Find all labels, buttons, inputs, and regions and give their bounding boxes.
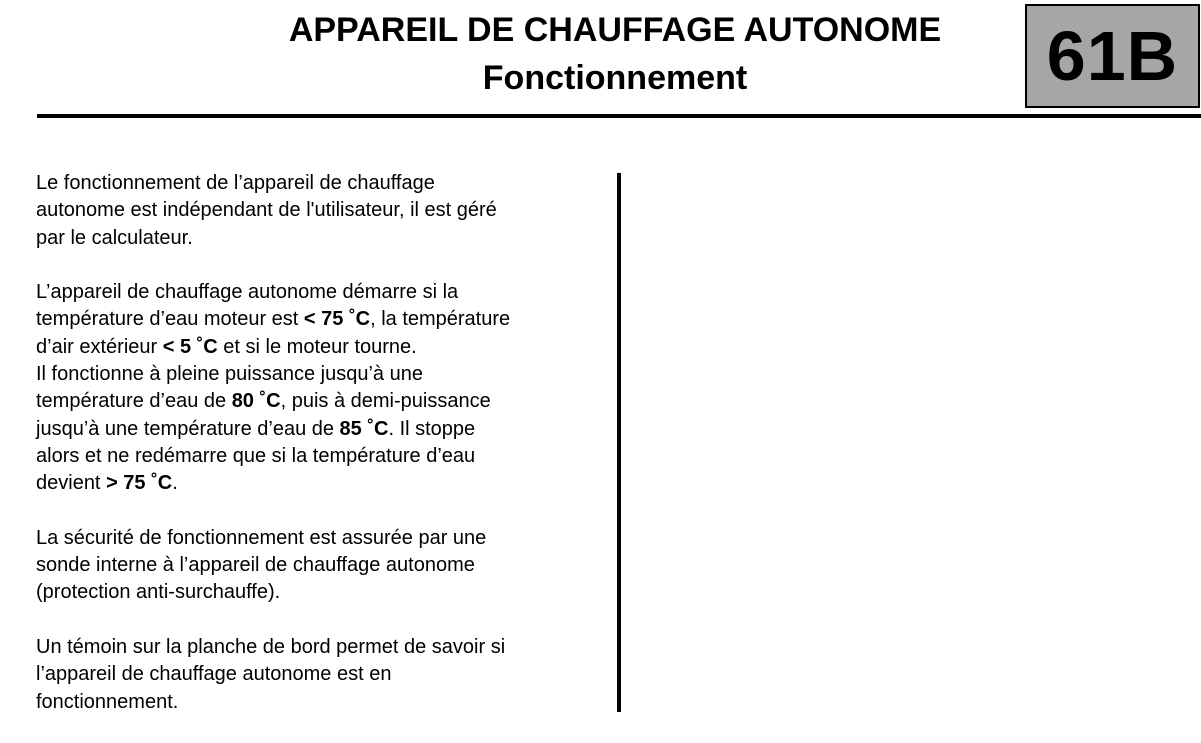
text-fragment: température d’eau de: [36, 390, 232, 413]
full-power-temp: 80 ˚C: [231, 390, 281, 413]
text-fragment: jusqu’à une température d’eau de: [36, 417, 340, 440]
paragraph-safety: [36, 525, 606, 607]
text-line: Il fonctionne à pleine puissance jusqu’à une: [36, 363, 423, 386]
text-fragment: d’air extérieur: [36, 335, 163, 358]
half-power-temp: 85 ˚C: [339, 417, 389, 440]
text-line: par le calculateur.: [36, 226, 193, 249]
text-fragment: et si le moteur tourne.: [217, 335, 417, 358]
text-line: La sécurité de fonctionnement est assurée par une: [36, 526, 487, 549]
text-line: Un témoin sur la planche de bord permet de savoir si: [36, 636, 506, 659]
paragraph-operation-management: [36, 170, 606, 252]
text-line: autonome est indépendant de l'utilisateur, il est géré: [36, 199, 497, 222]
text-line: [36, 306, 606, 333]
text-line: fonctionnement.: [36, 690, 179, 713]
water-temp-threshold: < 75 ˚C: [303, 308, 371, 331]
paragraph-start-conditions: [36, 279, 606, 497]
text-fragment: .: [172, 472, 178, 495]
text-line: [36, 388, 606, 415]
text-fragment: devient: [36, 472, 107, 495]
header-rule: [37, 114, 1201, 118]
section-code-badge: 61B: [1025, 4, 1200, 108]
text-line: l’appareil de chauffage autonome est en: [36, 663, 392, 686]
text-line: [36, 416, 606, 443]
text-line: sonde interne à l’appareil de chauffage autonome: [36, 554, 475, 577]
text-fragment: température d’eau moteur est: [36, 308, 304, 331]
air-temp-threshold: < 5 ˚C: [162, 335, 218, 358]
text-fragment: , la température: [370, 308, 511, 331]
text-line: [36, 470, 606, 497]
page-subtitle: Fonctionnement: [482, 59, 748, 97]
text-fragment: , puis à demi-puissance: [280, 390, 491, 413]
paragraph-indicator: [36, 634, 606, 716]
body-text: [36, 170, 606, 743]
restart-temp: > 75 ˚C: [106, 472, 173, 495]
text-line: L’appareil de chauffage autonome démarre si la: [36, 281, 459, 304]
page-title: APPAREIL DE CHAUFFAGE AUTONOME: [288, 11, 942, 49]
text-line: Le fonctionnement de l’appareil de chauffage: [36, 172, 435, 194]
text-line: (protection anti-surchauffe).: [36, 581, 281, 604]
text-fragment: . Il stoppe: [388, 417, 476, 440]
column-divider: [617, 173, 621, 712]
text-line: [36, 334, 606, 361]
text-line: alors et ne redémarre que si la température d’eau: [36, 444, 476, 467]
